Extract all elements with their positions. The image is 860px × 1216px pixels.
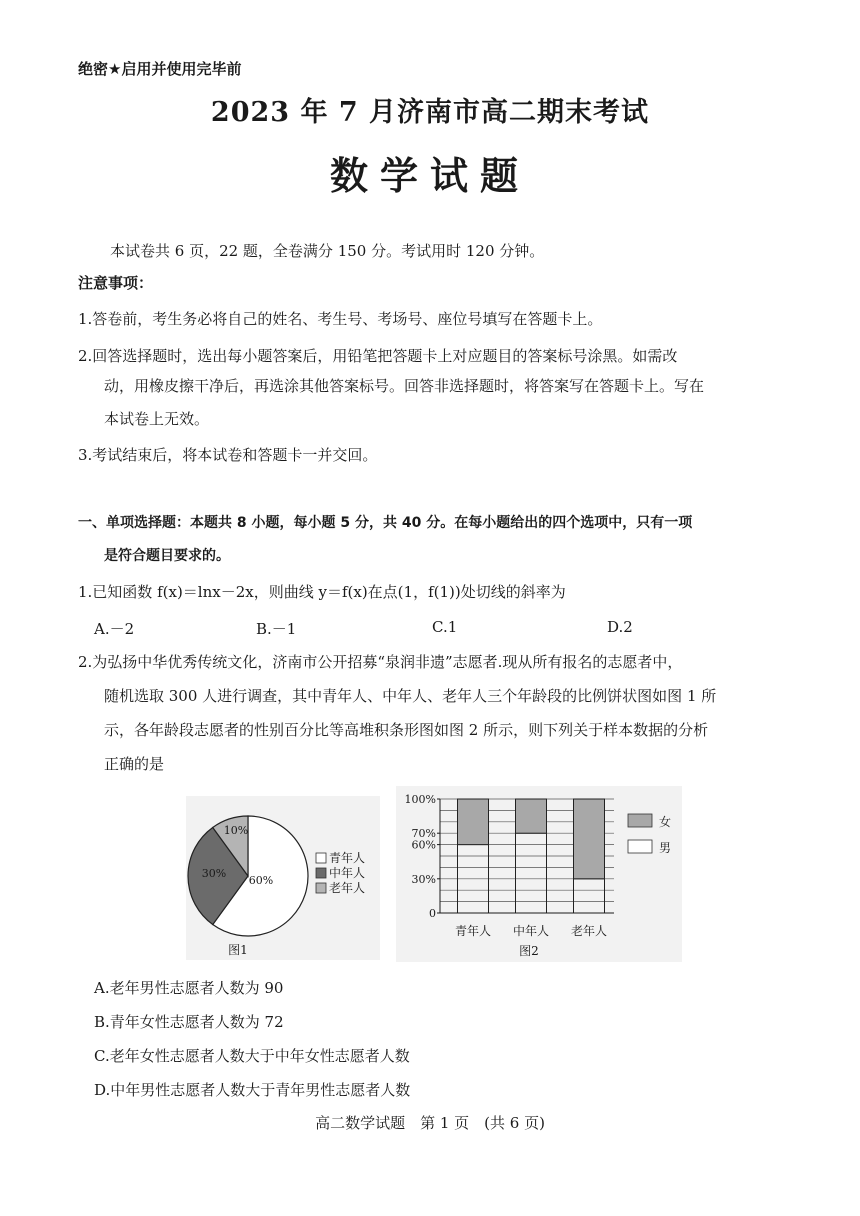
notes-heading: 注意事项： (78, 274, 154, 292)
exam-title: 2023 年 7 月济南市高二期末考试 (210, 97, 650, 128)
y-tick-label: 30% (411, 872, 436, 886)
bar-male (574, 879, 605, 913)
x-tick-label: 中年人 (512, 924, 550, 938)
legend-label-young: 青年人 (329, 851, 366, 865)
confidential-notice: 绝密★启用并使用完毕前 (78, 60, 242, 78)
legend-label-middle: 中年人 (329, 866, 366, 880)
figure-1-caption: 图1 (228, 943, 248, 957)
question-2-stem-line1: 2.为弘扬中华优秀传统文化，济南市公开招募“泉润非遗”志愿者.现从所有报名的志愿者中， (78, 653, 683, 671)
legend-label-male: 男 (659, 841, 672, 855)
figure-2-stacked-bar-chart (396, 786, 682, 962)
exam-subject: 数学试题 (329, 153, 530, 198)
note-item-2-line1: 2.回答选择题时，选出每小题答案后，用铅笔把答题卡上对应题目的答案标号涂黑。如需改 (78, 347, 678, 365)
question-1-stem: 1.已知函数 f(x)＝lnx－2x，则曲线 y＝f(x)在点(1，f(1))处切线的斜率为 (78, 583, 566, 601)
q2-option-a: A.老年男性志愿者人数为 90 (94, 979, 284, 997)
note-item-1: 1.答卷前，考生务必将自己的姓名、考生号、考场号、座位号填写在答题卡上。 (78, 310, 603, 328)
bar-male (458, 845, 489, 913)
figure-2-caption: 图2 (519, 944, 539, 958)
bar-female (516, 799, 547, 833)
y-tick-label: 100% (404, 793, 436, 806)
y-tick-label: 70% (411, 827, 436, 841)
q2-option-d: D.中年男性志愿者人数大于青年男性志愿者人数 (94, 1081, 411, 1099)
bar-chart-bars (458, 799, 605, 913)
x-tick-label: 老年人 (570, 924, 608, 938)
intro-text: 本试卷共 6 页，22 题，全卷满分 150 分。考试用时 120 分钟。 (110, 242, 545, 260)
y-tick-label: 0 (429, 907, 436, 920)
bar-female (458, 799, 489, 845)
legend-swatch-female (628, 814, 652, 827)
q1-option-d: D.2 (607, 618, 633, 636)
question-2-stem-line4: 正确的是 (104, 755, 165, 773)
bar-female (574, 799, 605, 879)
y-tick-label: 60% (411, 838, 436, 852)
legend-swatch-old (316, 883, 326, 893)
legend-label-female: 女 (659, 815, 672, 829)
page-footer: 高二数学试题 第 1 页 (共 6 页) (315, 1114, 545, 1132)
figure-1-pie-chart (186, 796, 380, 960)
q1-option-c: C.1 (432, 618, 458, 636)
bar-male (516, 833, 547, 913)
legend-label-old: 老年人 (329, 881, 366, 895)
pie-label-young: 60% (248, 874, 274, 887)
legend-swatch-male (628, 840, 652, 853)
q2-option-c: C.老年女性志愿者人数大于中年女性志愿者人数 (94, 1047, 410, 1065)
legend-swatch-young (316, 853, 326, 863)
pie-label-middle: 30% (201, 867, 227, 880)
q1-option-a: A.－2 (94, 620, 135, 638)
question-2-stem-line3: 示，各年龄段志愿者的性别百分比等高堆积条形图如图 2 所示，则下列关于样本数据的分析 (104, 721, 709, 739)
legend-swatch-middle (316, 868, 326, 878)
q1-option-b: B.－1 (256, 620, 297, 638)
x-tick-label: 青年人 (454, 924, 492, 938)
question-2-stem-line2: 随机选取 300 人进行调查，其中青年人、中年人、老年人三个年龄段的比例饼状图如图 1 所 (104, 687, 717, 705)
section-1-heading: 一、单项选择题：本题共 8 小题，每小题 5 分，共 40 分。在每小题给出的四个选项中，只有一项 (78, 515, 693, 531)
pie-legend (316, 850, 365, 895)
pie-label-old: 10% (223, 824, 249, 837)
q2-option-b: B.青年女性志愿者人数为 72 (94, 1013, 284, 1031)
note-item-3: 3.考试结束后，将本试卷和答题卡一并交回。 (78, 446, 378, 464)
section-1-heading-cont: 是符合题目要求的。 (104, 548, 230, 564)
note-item-2-line2: 动，用橡皮擦干净后，再选涂其他答案标号。回答非选择题时，将答案写在答题卡上。写在 (104, 377, 705, 395)
note-item-2-line3: 本试卷上无效。 (104, 410, 210, 428)
